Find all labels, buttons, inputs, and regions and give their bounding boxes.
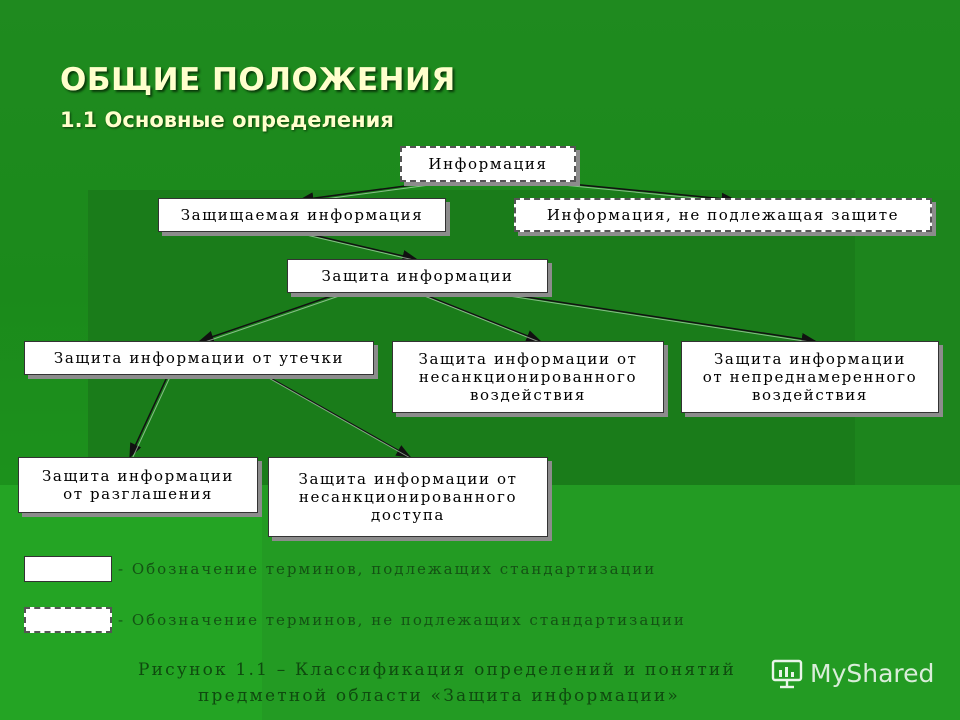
figure-caption-line1: Рисунок 1.1 – Классификация определений и понятий [138,660,736,680]
node-unprotected-information: Информация, не подлежащая защите [514,198,932,232]
presentation-board-icon [770,656,804,690]
connector-arrow [265,375,410,457]
legend-solid-box [24,556,112,582]
node-unintended-impact-protection: Защита информации от непреднамеренного воздействия [681,341,939,413]
page-title: ОБЩИЕ ПОЛОЖЕНИЯ [60,62,456,98]
legend-dashed-box [24,607,112,633]
connector-arrow [500,293,815,341]
node-unauthorized-impact-protection: Защита информации от несанкционированного воздействия [392,341,664,413]
node-protected-information: Защищаемая информация [158,198,446,232]
connector-arrow [420,293,540,341]
node-unauthorized-access-protection: Защита информации от несанкционированного доступа [268,457,548,537]
node-disclosure-protection: Защита информации от разглашения [18,457,258,513]
page-subtitle: 1.1 Основные определения [60,108,394,132]
connector-arrow [300,232,416,259]
legend-solid-text: - Обозначение терминов, подлежащих стандартизации [118,560,657,578]
node-information-protection: Защита информации [287,259,548,293]
node-information: Информация [400,146,576,182]
watermark [770,656,934,690]
figure-caption-line2: предметной области «Защита информации» [198,686,681,706]
connector-arrow [130,375,168,457]
node-leak-protection: Защита информации от утечки [24,341,374,375]
watermark-text: MyShared [810,658,935,688]
legend-dashed-text: - Обозначение терминов, не подлежащих стандартизации [118,611,686,629]
connector-arrow [200,293,340,341]
